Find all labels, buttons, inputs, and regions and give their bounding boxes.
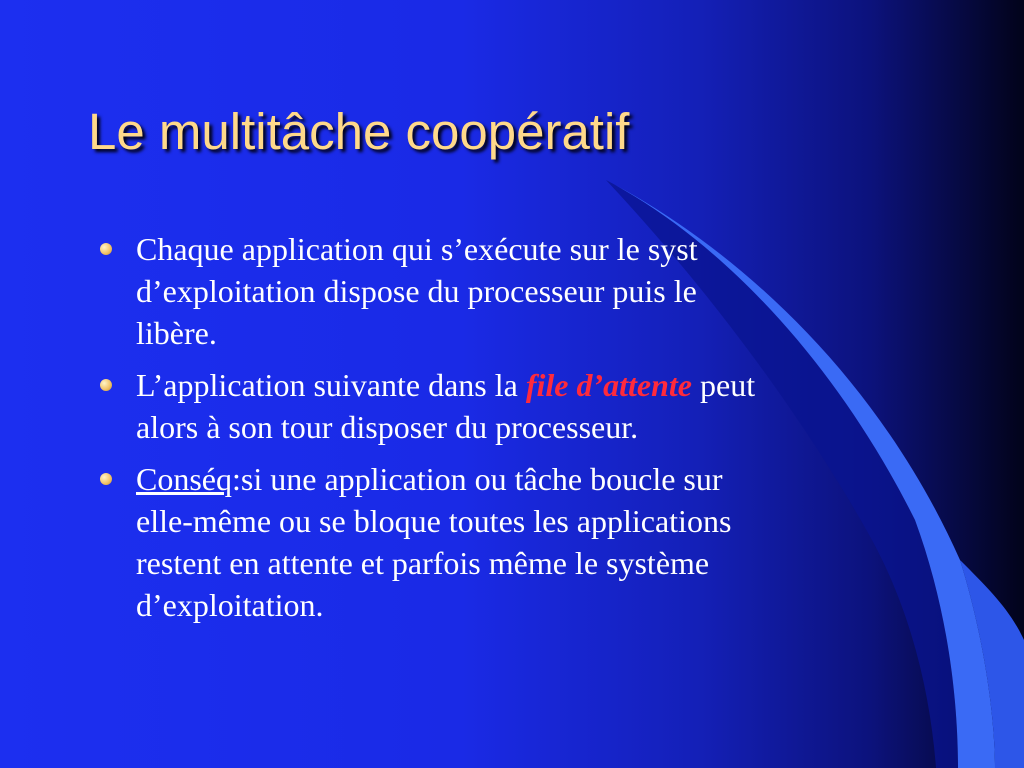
bullet-list [100,228,920,636]
bullet-dot-icon [100,379,112,391]
bullet-3-line-2: elle-même ou se bloque toutes les applications [136,503,732,539]
bullet-2-text-before: L’application suivante dans la [136,367,526,403]
bullet-2-line-2: alors à son tour disposer du processeur. [136,409,639,445]
bullet-3-line-4: d’exploitation. [136,587,324,623]
bullet-1-line-3: libère. [136,315,217,351]
bullet-3-text-rest: :si une application ou tâche boucle sur [232,461,723,497]
bullet-1-line-2: d’exploitation dispose du processeur puis le [136,273,697,309]
bullet-3-label: Conséq [136,461,232,497]
bullet-item-2 [100,364,920,448]
slide-title: Le multitâche coopératif [88,103,630,160]
bullet-item-3 [100,458,920,626]
bullet-2-emphasis: file d’attente [525,367,692,403]
bullet-dot-icon [100,243,112,255]
bullet-3-line-3: restent en attente et parfois même le système [136,545,710,581]
bullet-2-line-1 [136,364,920,406]
bullet-2-text-after: peut [692,367,756,403]
bullet-3-line-1 [136,458,920,500]
bullet-1-line-1: Chaque application qui s’exécute sur le syst [136,231,698,267]
bullet-dot-icon [100,473,112,485]
bullet-item-1 [100,228,920,354]
